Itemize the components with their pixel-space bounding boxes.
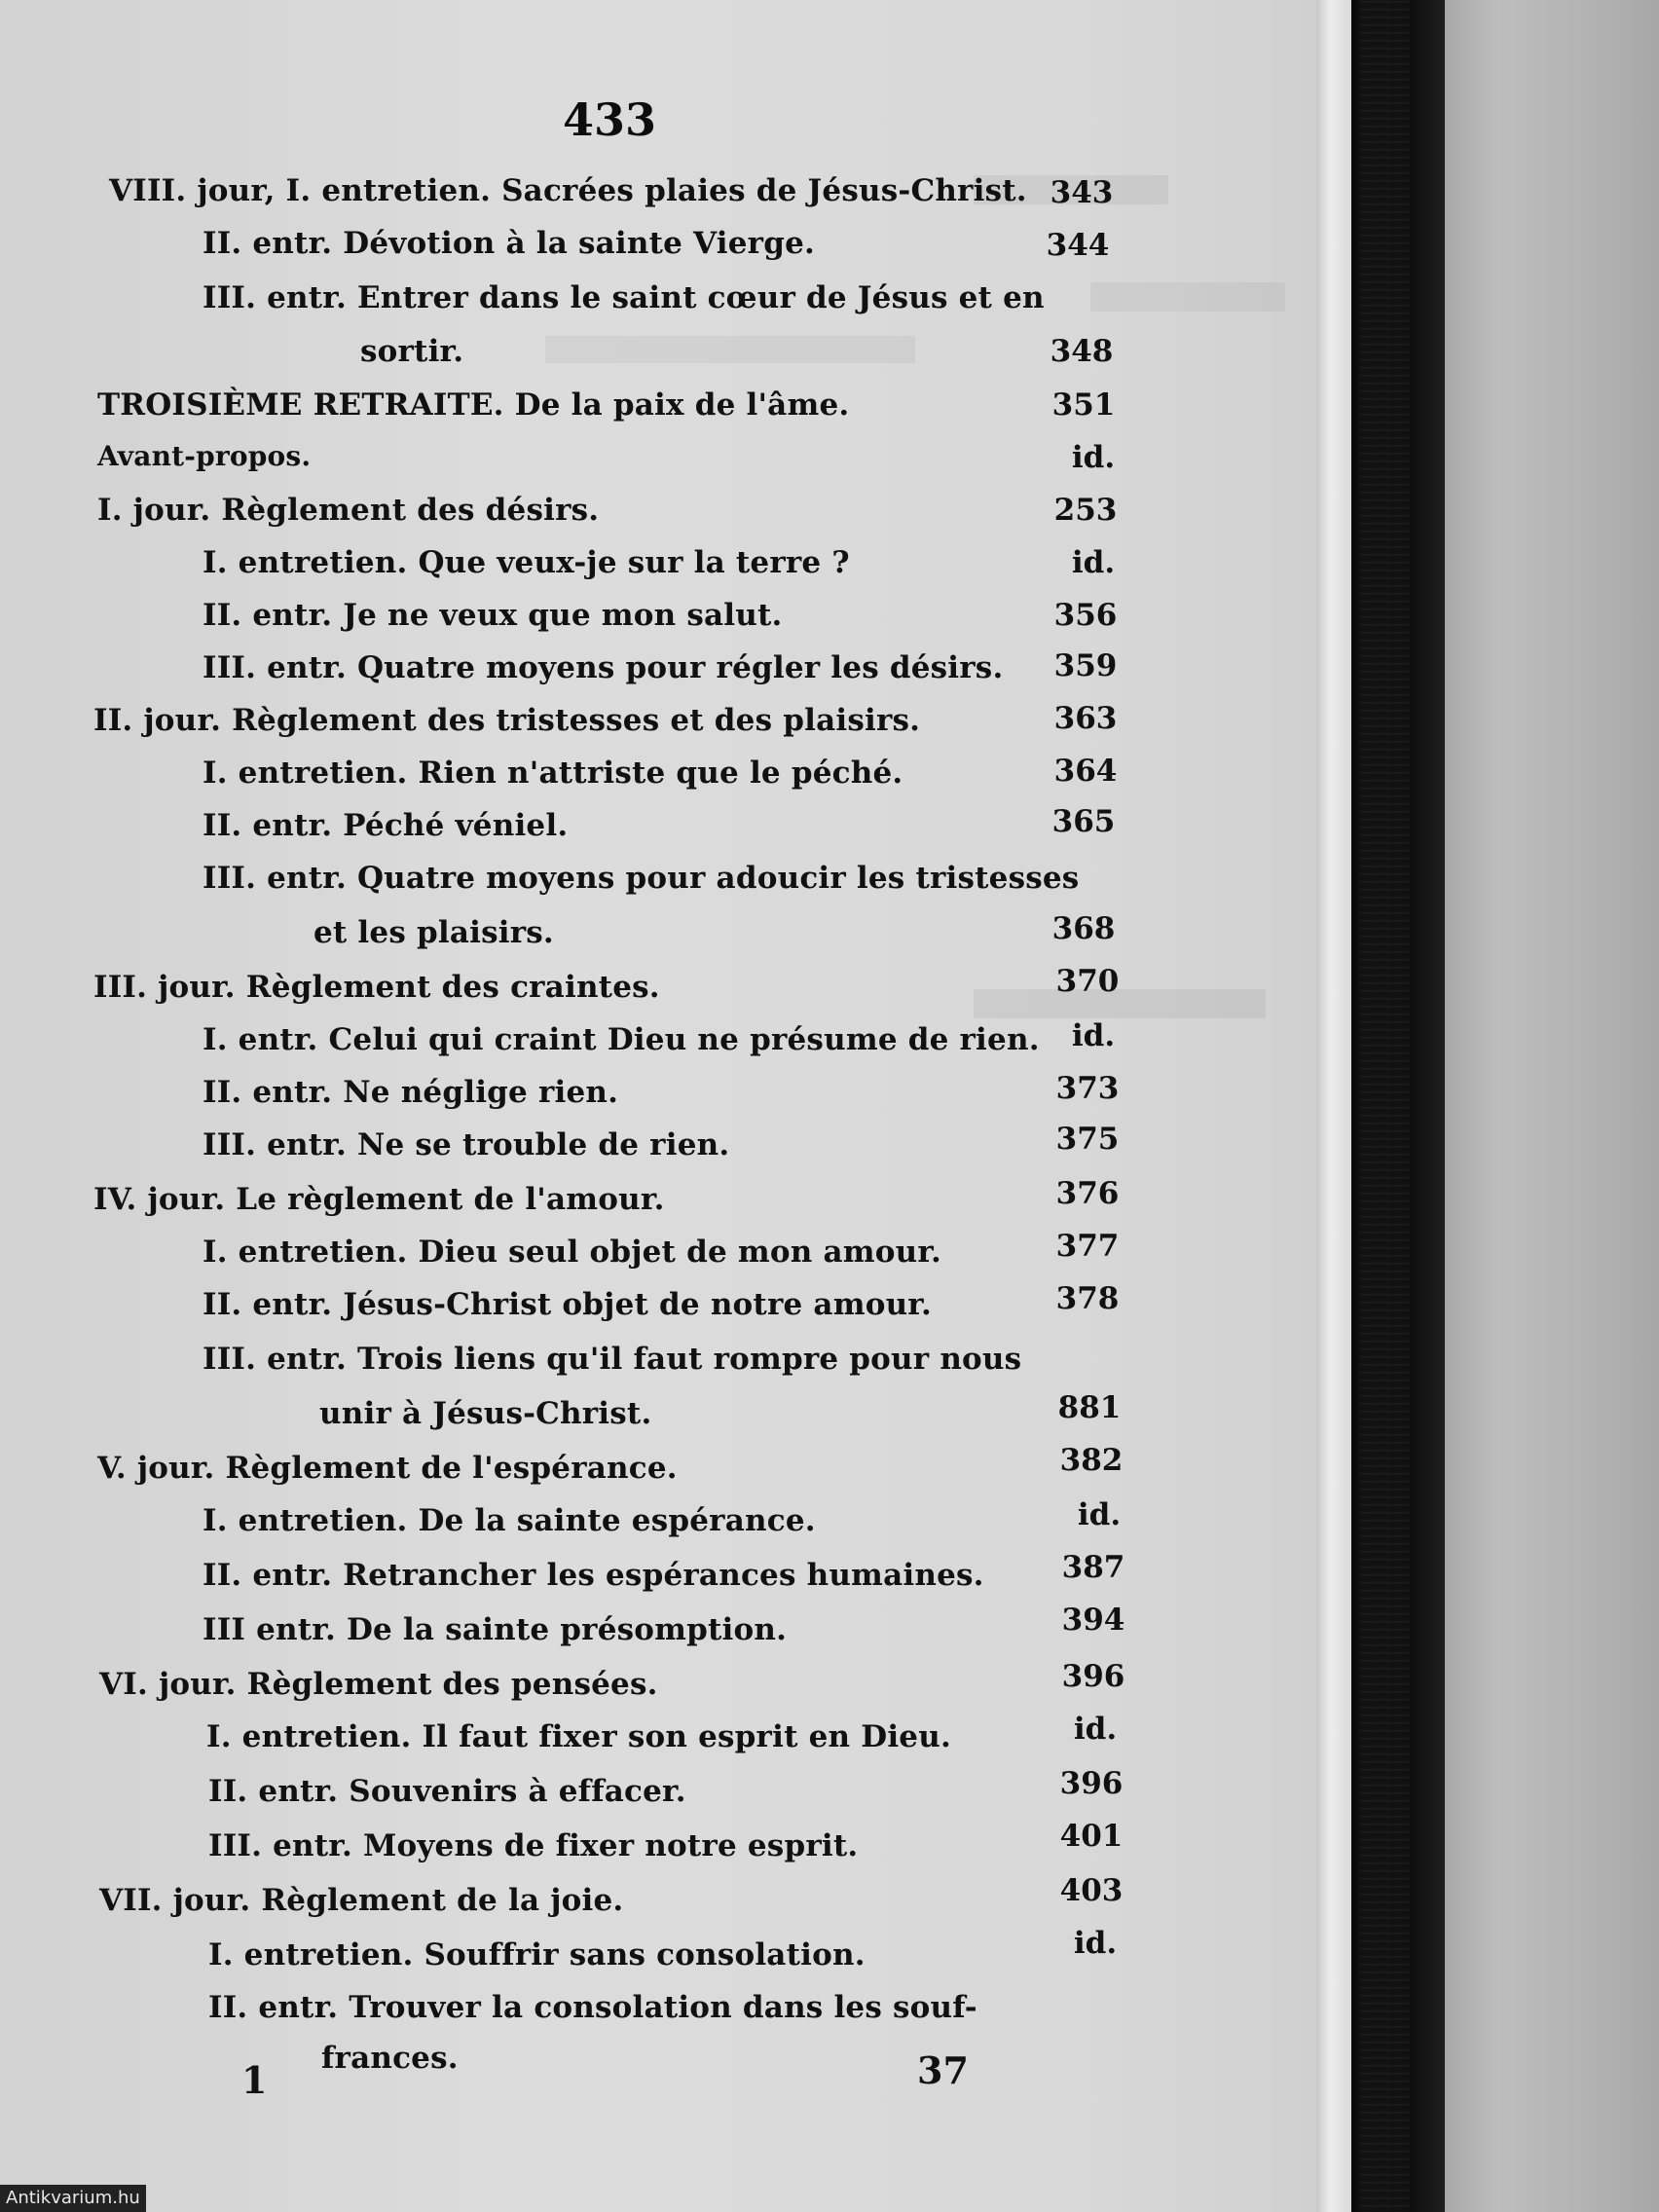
toc-entry: VIII. jour, I. entretien. Sacrées plaies de Jésus-Christ. xyxy=(109,173,1027,208)
toc-page-number: 368 xyxy=(1051,911,1116,946)
toc-entry: IV. jour. Le règlement de l'amour. xyxy=(93,1182,665,1217)
toc-entry: II. entr. Retrancher les espérances humaines. xyxy=(203,1558,984,1593)
toc-page-number: 382 xyxy=(1059,1443,1124,1478)
toc-entry: II. entr. Ne néglige rien. xyxy=(203,1075,619,1110)
toc-page-number: 253 xyxy=(1053,493,1118,528)
toc-entry: I. entretien. Dieu seul objet de mon amour. xyxy=(203,1235,942,1270)
toc-page-number: id. xyxy=(1077,1497,1122,1532)
toc-entry: unir à Jésus-Christ. xyxy=(319,1396,652,1431)
toc-page-number: 356 xyxy=(1053,598,1118,633)
toc-entry: III entr. De la sainte présomption. xyxy=(203,1612,788,1647)
toc-entry: III. entr. Entrer dans le saint cœur de Jésus et en xyxy=(203,280,1045,315)
toc-entry: II. entr. Je ne veux que mon salut. xyxy=(203,598,783,633)
toc-page-number: 401 xyxy=(1059,1819,1124,1854)
toc-page-number: 378 xyxy=(1055,1281,1120,1316)
toc-entry: I. entretien. Il faut fixer son esprit en Dieu. xyxy=(206,1719,951,1754)
toc-page-number: 881 xyxy=(1057,1390,1122,1425)
page-number: 433 xyxy=(563,93,657,146)
toc-page-number: 394 xyxy=(1061,1603,1125,1638)
toc-entry: III. jour. Règlement des craintes. xyxy=(93,970,660,1005)
toc-entry: II. entr. Dévotion à la sainte Vierge. xyxy=(203,226,815,261)
toc-page-number: 344 xyxy=(1046,228,1110,263)
toc-entry: III. entr. Moyens de fixer notre esprit. xyxy=(208,1828,859,1863)
toc-page-number: 375 xyxy=(1055,1122,1120,1157)
book-cover-board xyxy=(1445,0,1659,2212)
toc-entry: sortir. xyxy=(360,334,464,369)
toc-page-number: 348 xyxy=(1050,334,1114,369)
toc-page-number: id. xyxy=(1071,545,1116,580)
toc-entry: I. jour. Règlement des désirs. xyxy=(97,493,600,528)
toc-entry: I. entretien. Souffrir sans consolation. xyxy=(208,1937,866,1972)
watermark: Antikvarium.hu xyxy=(0,2185,146,2212)
toc-entry: III. entr. Quatre moyens pour adoucir les tristesses xyxy=(203,861,1080,896)
toc-page-number: 351 xyxy=(1051,387,1116,423)
toc-page-number: 343 xyxy=(1050,175,1114,210)
signature-mark-left: 1 xyxy=(241,2058,268,2102)
toc-page-number: id. xyxy=(1073,1712,1118,1747)
toc-page-number: 396 xyxy=(1059,1766,1124,1801)
toc-page-number: id. xyxy=(1071,1018,1116,1053)
toc-page-number: 359 xyxy=(1053,648,1118,683)
toc-page-number: 377 xyxy=(1055,1229,1120,1264)
toc-entry: II. entr. Souvenirs à effacer. xyxy=(208,1774,686,1809)
toc-page-number: id. xyxy=(1071,440,1116,475)
toc-entry: frances. xyxy=(321,2041,459,2076)
toc-page-number: 363 xyxy=(1053,701,1118,736)
toc-page-number: 403 xyxy=(1059,1873,1124,1908)
toc-page-number: 370 xyxy=(1055,964,1120,999)
signature-mark-right: 37 xyxy=(917,2048,969,2092)
toc-page-number: 364 xyxy=(1053,754,1118,789)
toc-page-number: 376 xyxy=(1055,1176,1120,1211)
toc-page-number: 396 xyxy=(1061,1659,1125,1694)
toc-entry: I. entr. Celui qui craint Dieu ne présume de rien. xyxy=(203,1022,1040,1057)
toc-entry: II. jour. Règlement des tristesses et des plaisirs. xyxy=(93,703,921,738)
toc-entry: et les plaisirs. xyxy=(313,915,554,950)
toc-page-number: 365 xyxy=(1051,804,1116,839)
toc-entry: Avant-propos. xyxy=(97,440,312,472)
toc-entry: II. entr. Péché véniel. xyxy=(203,808,569,843)
toc-entry: II. entr. Jésus-Christ objet de notre amour. xyxy=(203,1287,932,1322)
toc-entry: VI. jour. Règlement des pensées. xyxy=(99,1667,658,1702)
toc-entry: II. entr. Trouver la consolation dans les souf- xyxy=(208,1990,977,2025)
toc-entry: I. entretien. Que veux-je sur la terre ? xyxy=(203,545,850,580)
toc-entry: III. entr. Ne se trouble de rien. xyxy=(203,1127,730,1162)
spine-ridge xyxy=(1359,0,1410,2212)
toc-page-number: 387 xyxy=(1061,1550,1125,1585)
toc-entry: I. entretien. Rien n'attriste que le péché. xyxy=(203,756,903,791)
toc-page-number: 373 xyxy=(1055,1071,1120,1106)
toc-entry: V. jour. Règlement de l'espérance. xyxy=(97,1451,678,1486)
toc-entry: VII. jour. Règlement de la joie. xyxy=(99,1883,624,1918)
toc-entry: I. entretien. De la sainte espérance. xyxy=(203,1503,816,1538)
toc-entry: III. entr. Trois liens qu'il faut rompre pour nous xyxy=(203,1342,1022,1377)
toc-entry: III. entr. Quatre moyens pour régler les désirs. xyxy=(203,650,1004,685)
toc-page-number: id. xyxy=(1073,1926,1118,1961)
toc-entry: TROISIÈME RETRAITE. De la paix de l'âme. xyxy=(97,387,850,423)
